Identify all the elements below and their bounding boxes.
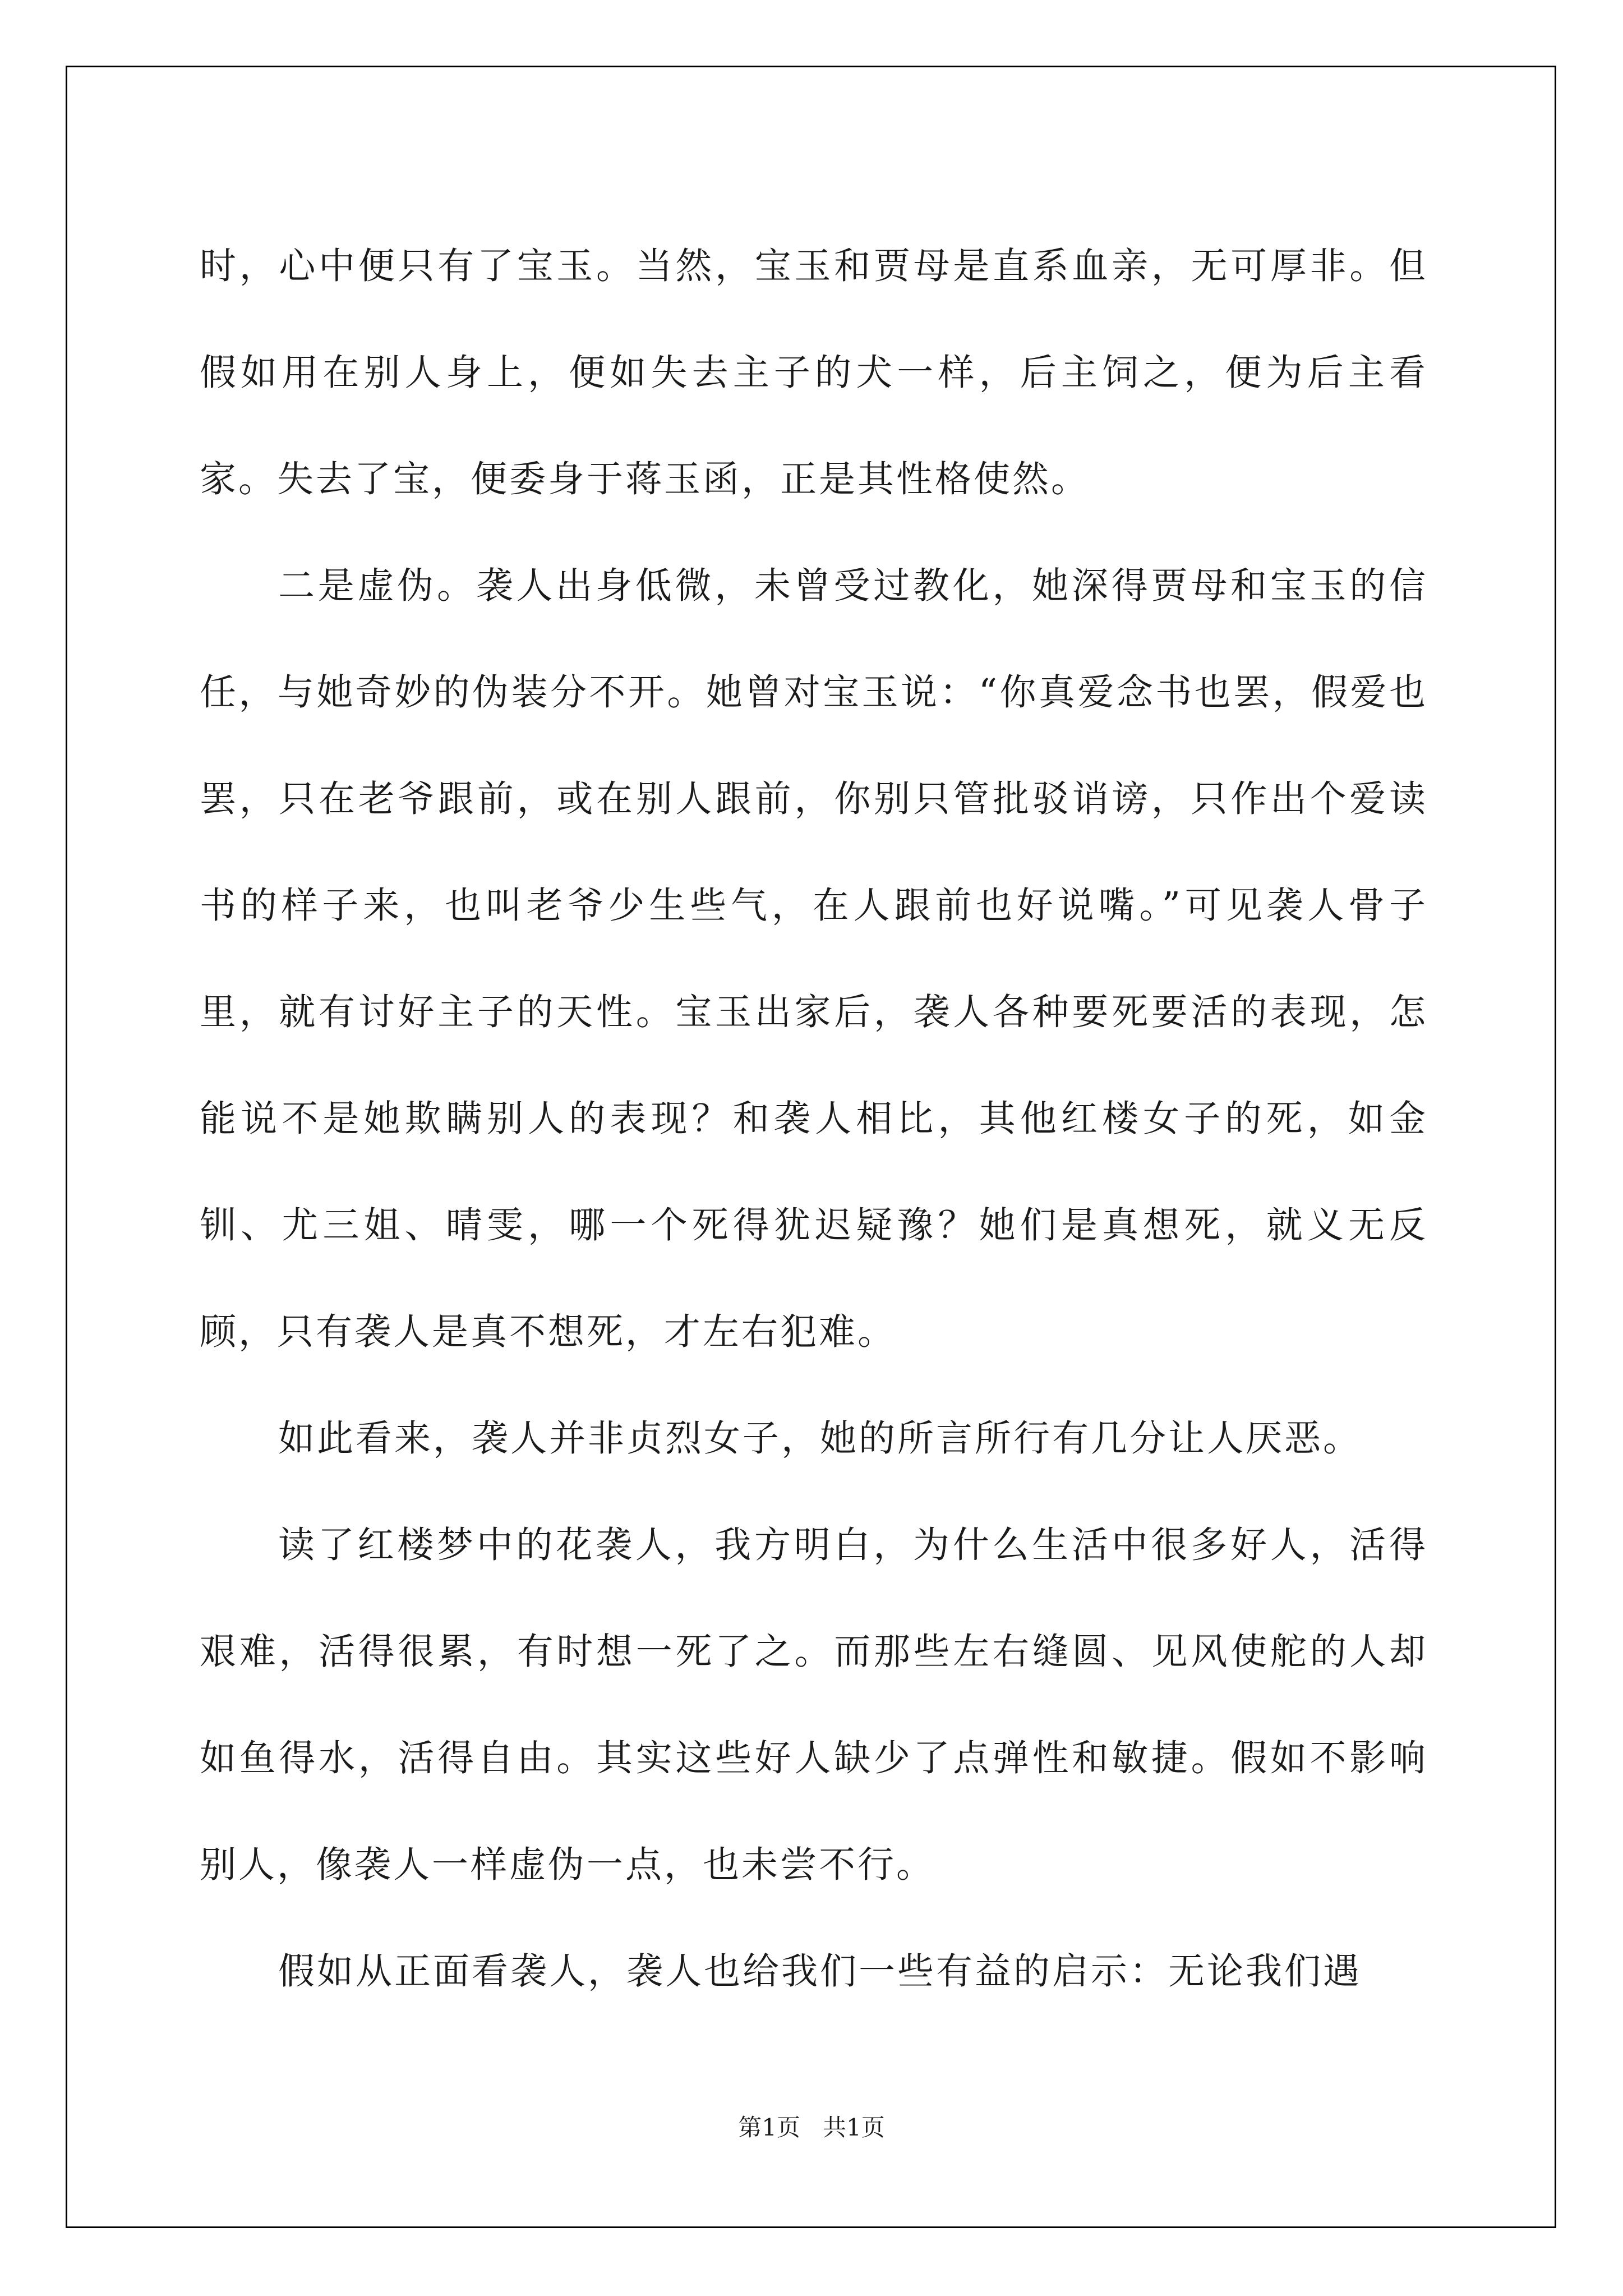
document-body xyxy=(200,213,1428,2025)
paragraph-3: 如此看来，袭人并非贞烈女子，她的所言所行有几分让人厌恶。 xyxy=(278,1418,1362,1460)
paragraph-1: 时，心中便只有了宝玉。当然，宝玉和贾母是直系血亲，无可厚非。但假如用在别人身上，便如失去主子的犬一样，后主饲之，便为后主看家。失去了宝，便委身于蒋玉函，正是其性格使然。 xyxy=(200,245,1428,500)
paragraph-4: 读了红楼梦中的花袭人，我方明白，为什么生活中很多好人，活得艰难，活得很累，有时想一死了之。而那些左右缝圆、见风使舵的人却如鱼得水，活得自由。其实这些好人缺少了点弹性和敏捷。假如不影响别人，像袭人一样虚伪一点，也未尝不行。 xyxy=(200,1524,1428,1886)
page-number-footer: 第1页 共1页 xyxy=(738,2114,885,2141)
paragraph-5: 假如从正面看袭人，袭人也给我们一些有益的启示：无论我们遇 xyxy=(278,1950,1362,1993)
paragraph-2: 二是虚伪。袭人出身低微，未曾受过教化，她深得贾母和宝玉的信任，与她奇妙的伪装分不开。她曾对宝玉说：“你真爱念书也罢，假爱也罢，只在老爷跟前，或在别人跟前，你别只管批驳诮谤，只作出个爱读书的样子来，也叫老爷少生些气，在人跟前也好说嘴。”可见袭人骨子里，就有讨好主子的天性。宝玉出家后，袭人各种要死要活的表现，怎能说不是她欺瞒别人的表现？和袭人相比，其他红楼女子的死，如金钏、尤三姐、晴雯，哪一个死得犹迟疑豫？她们是真想死，就义无反顾，只有袭人是真不想死，才左右犯难。 xyxy=(200,565,1428,1353)
